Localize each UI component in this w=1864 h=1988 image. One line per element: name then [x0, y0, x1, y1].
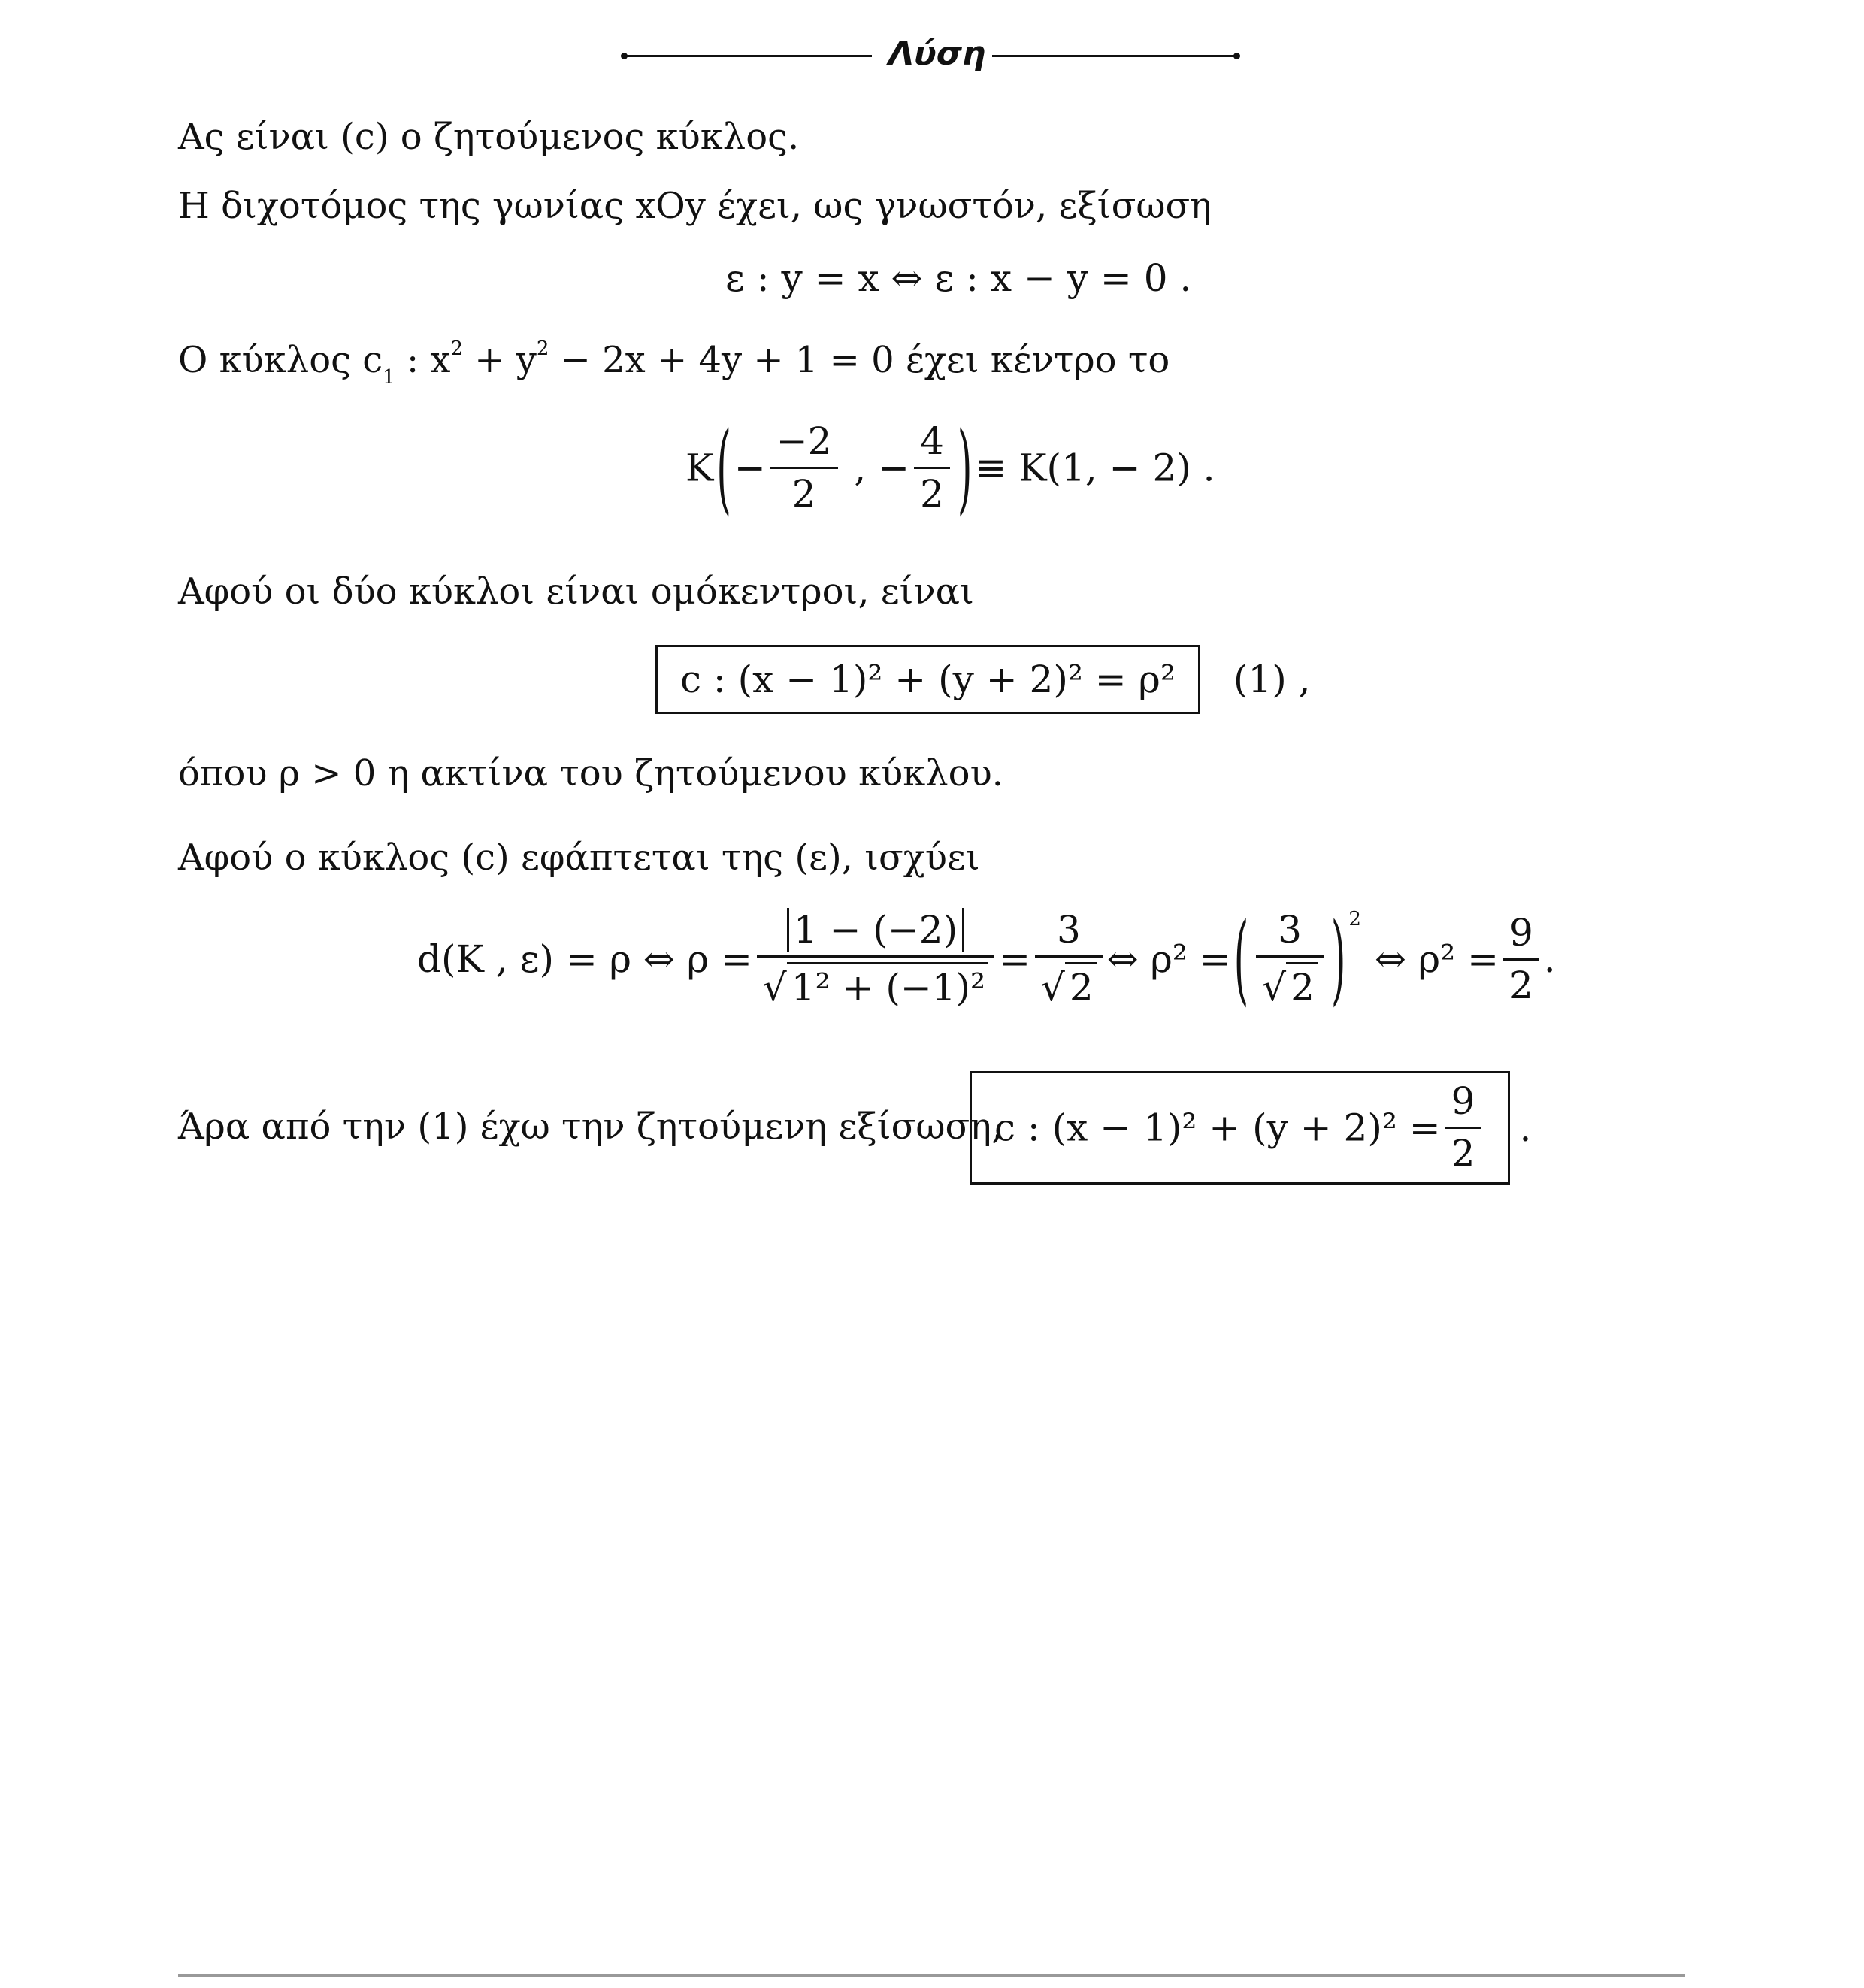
eq4-fraction-4 [1503, 912, 1539, 1006]
page-title: Λύση [888, 35, 986, 73]
eq5-fraction [1445, 1081, 1481, 1175]
paragraph-5: όπου ρ > 0 η ακτίνα του ζητούμενου κύκλου. [178, 752, 1003, 794]
header-rule-right [992, 55, 1236, 57]
p3-subscript: 1 [383, 365, 395, 389]
eq4-d: ⇔ ρ² = [1374, 937, 1499, 981]
eq4-num-wrap [757, 909, 994, 958]
paragraph-6: Αφού ο κύκλος (c) εφάπτεται της (ε), ισχύει [178, 837, 980, 879]
paragraph-7: Άρα από την (1) έχω την ζητούμενη εξίσωση, [178, 1106, 1003, 1148]
eq4-f2-den-wrap: √ 2 [1035, 958, 1103, 1009]
p3-sup-1: 2 [450, 337, 463, 360]
eq4-sup: 2 [1348, 908, 1361, 931]
eq2-num-2: 4 [914, 421, 950, 469]
eq2-minus: − [734, 446, 766, 490]
eq4-b: = [999, 937, 1030, 981]
header-dot-left [621, 53, 628, 59]
eq4-right-paren: ) [1330, 902, 1346, 1016]
p3-part-c: + y [463, 339, 537, 381]
equation-circle-general [655, 645, 1311, 714]
eq5-num: 9 [1445, 1081, 1481, 1129]
eq2-num-1: −2 [770, 421, 838, 469]
eq4-f4-den: 2 [1508, 963, 1533, 1007]
header-dot-right [1233, 53, 1240, 59]
eq4-den-wrap: √ 1² + (−1)² [757, 958, 994, 1009]
equation-final [970, 1071, 1531, 1185]
eq5-den: 2 [1451, 1132, 1475, 1176]
eq4-end: . [1543, 937, 1556, 981]
header-rule-left [624, 55, 872, 57]
eq2-fraction-1 [770, 421, 838, 515]
p3-sup-2: 2 [536, 337, 549, 360]
eq4-c: ⇔ ρ² = [1106, 937, 1231, 981]
p3-part-a: Ο κύκλος c [178, 339, 383, 381]
paragraph-1: Ας είναι (c) ο ζητούμενος κύκλος. [178, 116, 800, 158]
equation-distance [417, 902, 1556, 1016]
eq2-right-paren: ) [957, 411, 973, 525]
paragraph-2: Η διχοτόμος της γωνίας xOy έχει, ως γνωστόν, εξίσωση [178, 185, 1212, 227]
eq5-text: c : (x − 1)² + (y + 2)² = [994, 1106, 1441, 1150]
eq2-k: K [685, 446, 714, 490]
eq4-a: d(K , ε) = ρ ⇔ ρ = [417, 937, 752, 981]
p3-part-b: : x [395, 339, 451, 381]
p3-part-d: − 2x + 4y + 1 = 0 έχει κέντρο το [549, 339, 1170, 381]
eq2-den-1: 2 [791, 472, 816, 516]
eq4-f3-num: 3 [1256, 909, 1324, 958]
paragraph-3 [178, 337, 1170, 389]
equation-bisector: ε : y = x ⇔ ε : x − y = 0 . [725, 256, 1192, 300]
eq4-f3-den-wrap: √ 2 [1256, 958, 1324, 1009]
paragraph-4: Αφού οι δύο κύκλοι είναι ομόκεντροι, είναι [178, 570, 974, 613]
eq4-f3-den: 2 [1286, 962, 1318, 1009]
eq2-den-2: 2 [920, 472, 944, 516]
eq4-fraction-1 [757, 909, 994, 1009]
eq3-tag: (1) , [1233, 658, 1311, 701]
eq4-fraction-2 [1035, 909, 1103, 1009]
eq2-end: ≡ K(1, − 2) . [975, 446, 1215, 490]
eq2-comma: , − [842, 446, 910, 490]
eq4-fraction-3 [1256, 909, 1324, 1009]
eq2-left-paren: ( [716, 411, 731, 525]
eq5-box [970, 1071, 1510, 1185]
eq4-den: 1² + (−1)² [787, 962, 988, 1009]
eq4-f2-num: 3 [1035, 909, 1103, 958]
eq2-fraction-2 [914, 421, 950, 515]
eq3-box: c : (x − 1)² + (y + 2)² = ρ² [655, 645, 1200, 714]
eq4-num: 1 − (−2) [787, 908, 964, 952]
eq5-end: . [1519, 1106, 1532, 1150]
eq4-f2-den: 2 [1065, 962, 1097, 1009]
eq4-left-paren: ( [1233, 902, 1249, 1016]
equation-center [685, 411, 1215, 525]
eq4-f4-num: 9 [1503, 912, 1539, 961]
footer-rule [178, 1974, 1685, 1977]
